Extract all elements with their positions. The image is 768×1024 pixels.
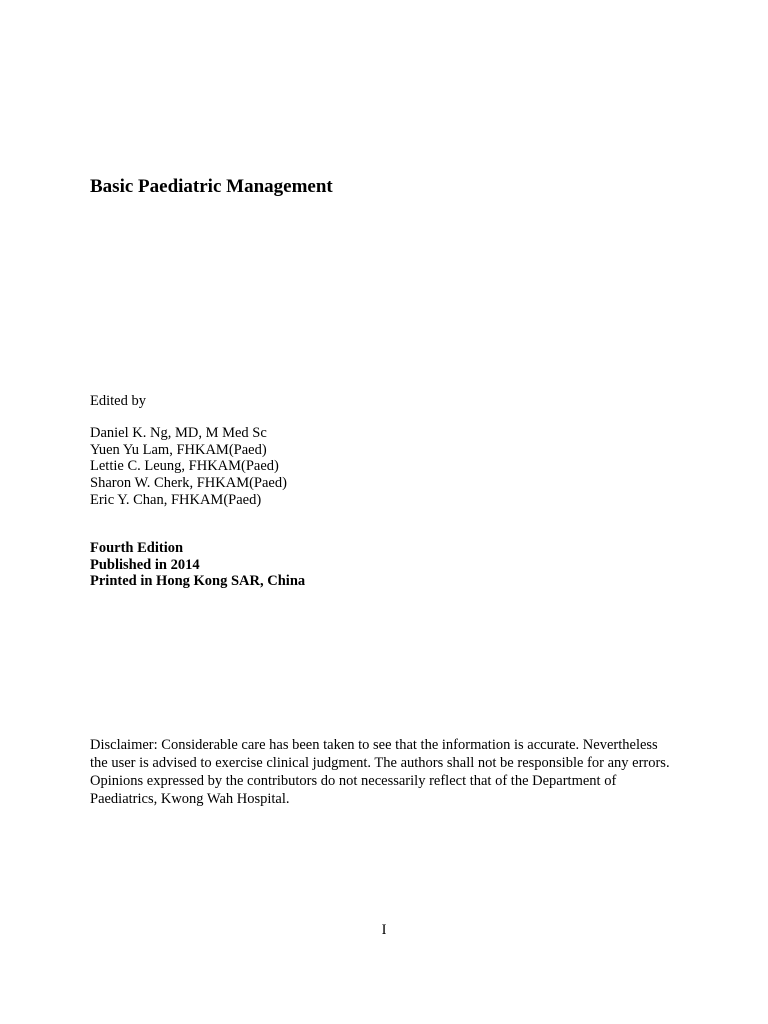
- disclaimer-line: Opinions expressed by the contributors do not necessarily reflect that of the Department of: [90, 773, 617, 789]
- editor-name: Eric Y. Chan, FHKAM(Paed): [90, 491, 262, 508]
- page-number: I: [381, 922, 387, 938]
- editor-name: Lettie C. Leung, FHKAM(Paed): [90, 458, 279, 475]
- disclaimer-line: Disclaimer: Considerable care has been taken to see that the information is accurate. Nevertheless: [90, 737, 658, 753]
- print-location: Printed in Hong Kong SAR, China: [90, 573, 306, 590]
- editor-name: Daniel K. Ng, MD, M Med Sc: [90, 425, 267, 441]
- edition-info: [90, 540, 305, 590]
- disclaimer: [90, 737, 730, 809]
- disclaimer-line: the user is advised to exercise clinical judgment. The authors shall not be responsible for any errors.: [90, 755, 670, 771]
- edition-label: Fourth Edition: [90, 540, 184, 556]
- publication-year: Published in 2014: [90, 556, 200, 573]
- edited-by-label: Edited by: [90, 393, 146, 409]
- editors-list: [90, 425, 287, 508]
- editor-name: Sharon W. Cherk, FHKAM(Paed): [90, 475, 287, 492]
- editor-name: Yuen Yu Lam, FHKAM(Paed): [90, 441, 267, 458]
- disclaimer-line: Paediatrics, Kwong Wah Hospital.: [90, 791, 290, 807]
- document-title: Basic Paediatric Management: [90, 176, 333, 197]
